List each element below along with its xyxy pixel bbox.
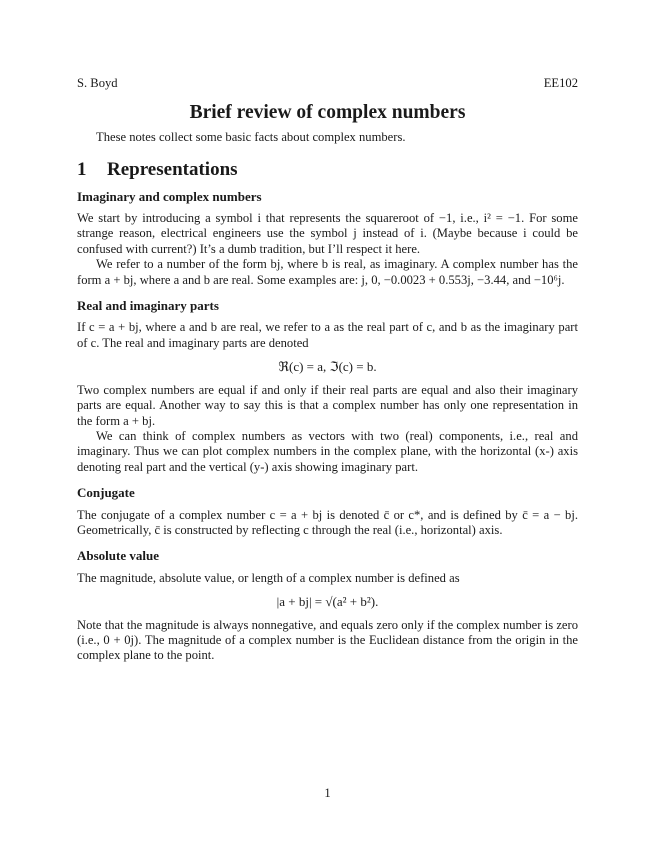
- section-heading: [77, 159, 578, 181]
- equation-magnitude: |a + bj| = √(a² + b²).: [276, 594, 379, 610]
- subsection-heading-conjugate: Conjugate: [77, 485, 135, 501]
- paragraph: We refer to a number of the form bj, where b is real, as imaginary. A complex number has the form a + bj, where a and b are real. Some examples are: j, 0, −0.0023 + 0.553j, −3.44, and −10⁶j.: [77, 257, 578, 287]
- paragraph: Note that the magnitude is always nonnegative, and equals zero only if the complex number is zero (i.e., 0 + 0j). The magnitude of a complex number is the Euclidean distance from the origin in the complex plane to the point.: [77, 617, 578, 663]
- page-number: 1: [324, 786, 331, 800]
- running-header: [77, 76, 578, 91]
- paragraph: The conjugate of a complex number c = a + bj is denoted c̄ or c*, and is defined by c̄ = a − bj. Geometrically, c̄ is constructed by reflecting c through the real (i.e., horizontal) axis.: [77, 507, 578, 537]
- paragraph: Two complex numbers are equal if and only if their real parts are equal and also their imaginary parts are equal. Another way to say this is that a complex number has only one representation in the form a + bj.: [77, 382, 578, 428]
- subsection-heading-absolute: Absolute value: [77, 548, 159, 564]
- subsection-heading-imaginary: Imaginary and complex numbers: [77, 188, 262, 204]
- section-title: Representations: [107, 159, 238, 181]
- section-number: 1: [77, 159, 87, 181]
- paragraph: If c = a + bj, where a and b are real, we refer to a as the real part of c, and b as the imaginary part of c. The real and imaginary parts are denoted: [77, 320, 578, 350]
- author: S. Boyd: [77, 76, 118, 90]
- subsection-heading-parts: Real and imaginary parts: [77, 298, 219, 314]
- document-page: [77, 76, 578, 664]
- document-title: Brief review of complex numbers: [189, 102, 466, 124]
- intro-text: These notes collect some basic facts about complex numbers.: [96, 129, 406, 144]
- equation-real-imag: ℜ(c) = a, ℑ(c) = b.: [278, 359, 377, 375]
- course-code: EE102: [543, 76, 578, 90]
- paragraph: We start by introducing a symbol i that represents the squareroot of −1, i.e., i² = −1. For some strange reason, electrical engineers use the symbol j instead of i. (Maybe because i could be confused with current?) It’s a dumb tradition, but I’ll respect it here.: [77, 211, 578, 256]
- paragraph: We can think of complex numbers as vectors with two (real) components, i.e., real and imaginary. Thus we can plot complex numbers in the complex plane, with the horizontal (x-) axis denoting real part and the vertical (y-) axis showing imaginary part.: [77, 428, 578, 474]
- paragraph: The magnitude, absolute value, or length of a complex number is defined as: [77, 570, 460, 585]
